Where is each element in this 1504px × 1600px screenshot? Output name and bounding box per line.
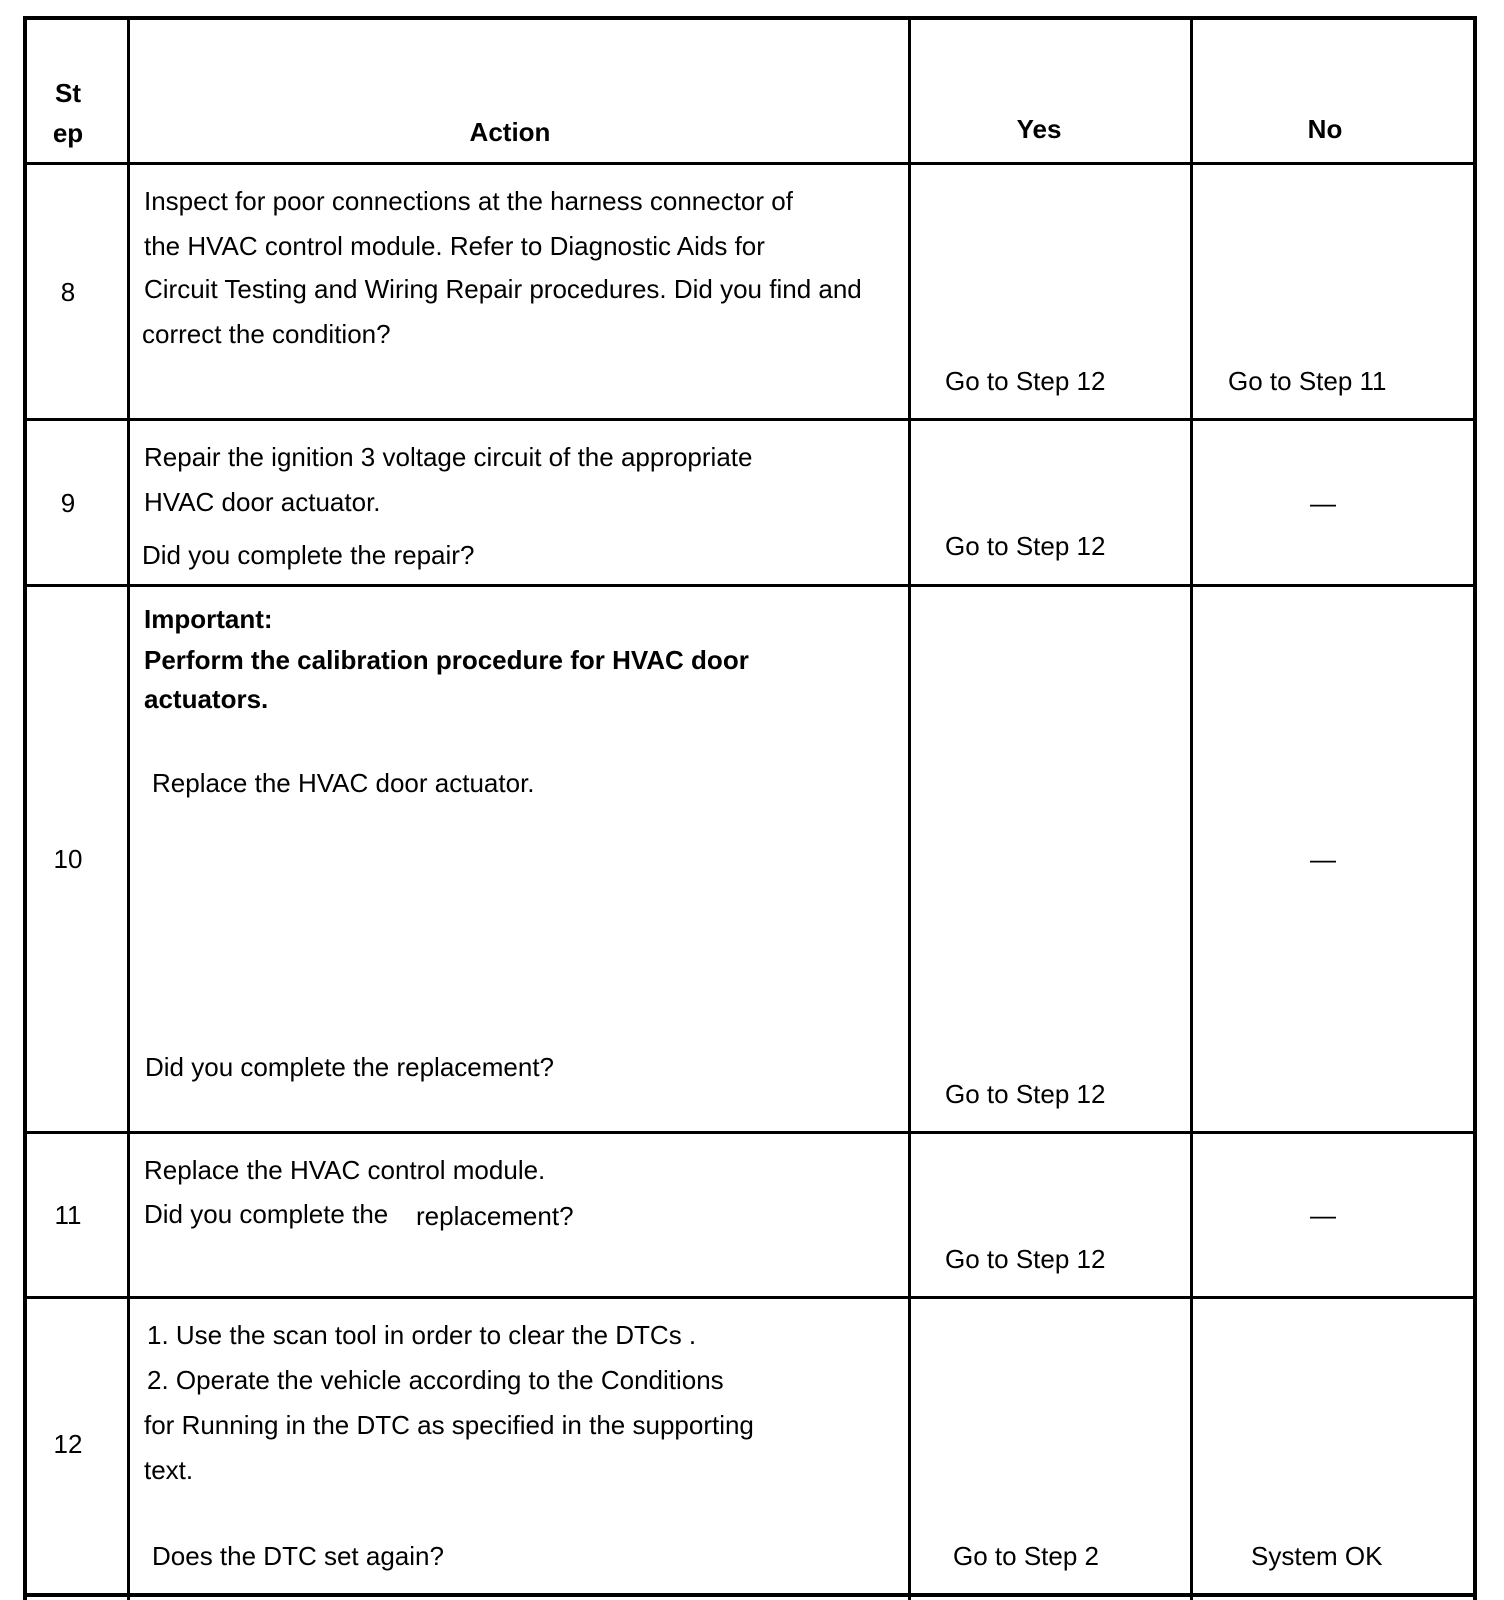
row-10-important-line1: Perform the calibration procedure for HVAC door bbox=[144, 645, 749, 675]
row-11-step: 11 bbox=[54, 1200, 82, 1230]
row-9-action-line2: HVAC door actuator. bbox=[144, 487, 381, 517]
row-12-action-line1: 1. Use the scan tool in order to clear the DTCs . bbox=[147, 1320, 697, 1350]
row-11-action-line2: Did you complete the bbox=[144, 1199, 389, 1229]
header-action: Action bbox=[469, 117, 551, 147]
row-8-action-line3: Circuit Testing and Wiring Repair procedures. Did you find and bbox=[144, 274, 862, 304]
row-10-step: 10 bbox=[53, 844, 83, 874]
row-12-action-line3: for Running in the DTC as specified in the supporting bbox=[144, 1410, 754, 1440]
table-border-left bbox=[23, 16, 27, 1600]
row-divider-10 bbox=[23, 1131, 1477, 1134]
row-9-step: 9 bbox=[60, 488, 76, 518]
row-9-action-line3: Did you complete the repair? bbox=[142, 540, 475, 570]
row-12-action-line2: 2. Operate the vehicle according to the Conditions bbox=[147, 1365, 724, 1395]
header-yes: Yes bbox=[1016, 114, 1062, 144]
row-11-no: — bbox=[1310, 1200, 1336, 1230]
row-8-yes: Go to Step 12 bbox=[945, 366, 1106, 396]
row-divider-8 bbox=[23, 418, 1477, 421]
row-12-no: System OK bbox=[1251, 1541, 1383, 1571]
table-border-right bbox=[1473, 16, 1477, 1600]
row-8-action-line2: the HVAC control module. Refer to Diagnostic Aids for bbox=[144, 231, 765, 261]
row-10-action-line1: Replace the HVAC door actuator. bbox=[152, 768, 535, 798]
row-10-no: — bbox=[1310, 844, 1336, 874]
column-divider-action bbox=[908, 16, 911, 1600]
row-8-no: Go to Step 11 bbox=[1228, 366, 1387, 396]
row-10-yes: Go to Step 12 bbox=[945, 1079, 1106, 1109]
row-9-action-line1: Repair the ignition 3 voltage circuit of the appropriate bbox=[144, 442, 753, 472]
table-border-top bbox=[23, 16, 1475, 20]
row-divider-9 bbox=[23, 584, 1477, 587]
row-10-important-label: Important: bbox=[144, 604, 273, 634]
column-divider-step bbox=[127, 16, 130, 1600]
row-12-step: 12 bbox=[53, 1429, 83, 1459]
header-step-line1: St bbox=[55, 78, 81, 108]
row-12-action-line4: text. bbox=[144, 1455, 194, 1485]
row-10-important-line2: actuators. bbox=[144, 684, 269, 714]
row-9-yes: Go to Step 12 bbox=[945, 531, 1106, 561]
row-11-action-line3: replacement? bbox=[416, 1201, 574, 1231]
row-8-step: 8 bbox=[60, 277, 76, 307]
table-border-bottom bbox=[23, 1593, 1477, 1597]
header-step-line2: ep bbox=[52, 118, 84, 148]
row-8-action-line4: correct the condition? bbox=[142, 319, 391, 349]
row-divider-header bbox=[23, 162, 1477, 165]
row-9-no: — bbox=[1310, 488, 1336, 518]
column-divider-yes bbox=[1190, 16, 1193, 1600]
header-no: No bbox=[1307, 114, 1343, 144]
row-divider-11 bbox=[23, 1296, 1477, 1299]
row-11-yes: Go to Step 12 bbox=[945, 1244, 1106, 1274]
row-8-action-line1: Inspect for poor connections at the harness connector of bbox=[144, 186, 793, 216]
row-11-action-line1: Replace the HVAC control module. bbox=[144, 1155, 546, 1185]
row-12-action-line5: Does the DTC set again? bbox=[152, 1541, 444, 1571]
row-12-yes: Go to Step 2 bbox=[953, 1541, 1099, 1571]
row-10-action-line2: Did you complete the replacement? bbox=[145, 1052, 555, 1082]
